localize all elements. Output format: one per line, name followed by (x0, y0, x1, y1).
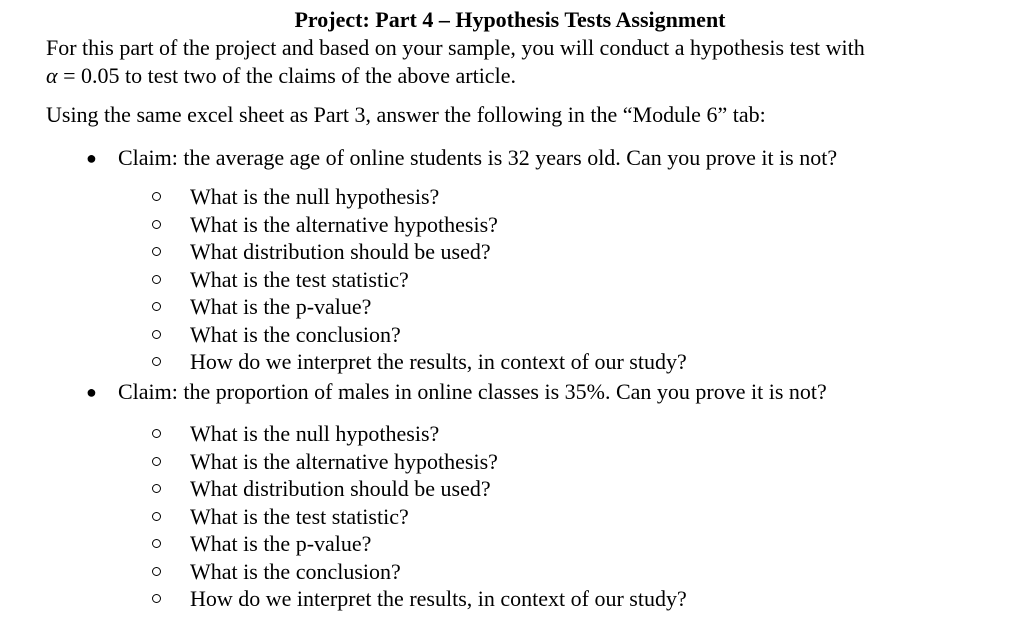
circle-bullet-icon (152, 594, 161, 603)
question-text: What is the test statistic? (190, 503, 409, 529)
circle-bullet-icon (152, 247, 161, 256)
alpha-symbol: α (46, 63, 58, 88)
intro-paragraph (46, 34, 1006, 90)
question-text: How do we interpret the results, in context of our study? (190, 349, 687, 374)
bullet-icon: ● (86, 148, 97, 168)
question-item (0, 558, 1020, 586)
circle-bullet-icon (152, 302, 161, 311)
question-item (0, 503, 1020, 531)
question-text: What is the alternative hypothesis? (190, 211, 498, 237)
question-item (0, 266, 1020, 294)
circle-bullet-icon (152, 192, 161, 201)
intro-line-2-text: = 0.05 to test two of the claims of the above article. (57, 63, 516, 88)
question-item (0, 420, 1020, 448)
question-text: What is the conclusion? (190, 321, 401, 347)
circle-bullet-icon (152, 275, 161, 284)
claim-text: Claim: the proportion of males in online classes is 35%. Can you prove it is not? (118, 379, 827, 404)
question-text: What is the null hypothesis? (190, 184, 440, 209)
question-text: What is the alternative hypothesis? (190, 448, 498, 474)
question-text: What is the null hypothesis? (190, 421, 440, 446)
question-item (0, 530, 1020, 558)
intro-line-2 (46, 62, 1006, 90)
question-text: What distribution should be used? (190, 476, 491, 501)
question-item (0, 183, 1020, 211)
circle-bullet-icon (152, 484, 161, 493)
claim-1-questions (0, 183, 1020, 376)
circle-bullet-icon (152, 357, 161, 366)
question-text: What is the test statistic? (190, 266, 409, 292)
circle-bullet-icon (152, 220, 161, 229)
circle-bullet-icon (152, 567, 161, 576)
instructions-text: Using the same excel sheet as Part 3, answer the following in the “Module 6” tab: (46, 102, 766, 127)
question-text: What is the p-value? (190, 294, 372, 319)
question-item (0, 293, 1020, 321)
question-text: What distribution should be used? (190, 239, 491, 264)
question-item (0, 585, 1020, 613)
claim-text: Claim: the average age of online students is 32 years old. Can you prove it is not? (118, 145, 838, 170)
question-text: What is the p-value? (190, 531, 372, 556)
question-item (0, 448, 1020, 476)
claim-2-questions (0, 420, 1020, 613)
question-item (0, 238, 1020, 266)
question-text: What is the conclusion? (190, 558, 401, 584)
question-item (0, 211, 1020, 239)
circle-bullet-icon (152, 539, 161, 548)
intro-line-1: For this part of the project and based on your sample, you will conduct a hypothesis test with (46, 35, 865, 60)
bullet-icon: ● (86, 382, 97, 402)
circle-bullet-icon (152, 429, 161, 438)
circle-bullet-icon (152, 330, 161, 339)
question-item (0, 348, 1020, 376)
question-item (0, 475, 1020, 503)
document-title: Project: Part 4 – Hypothesis Tests Assignment (294, 7, 726, 32)
question-item (0, 321, 1020, 349)
question-text: How do we interpret the results, in context of our study? (190, 586, 687, 611)
circle-bullet-icon (152, 512, 161, 521)
circle-bullet-icon (152, 457, 161, 466)
